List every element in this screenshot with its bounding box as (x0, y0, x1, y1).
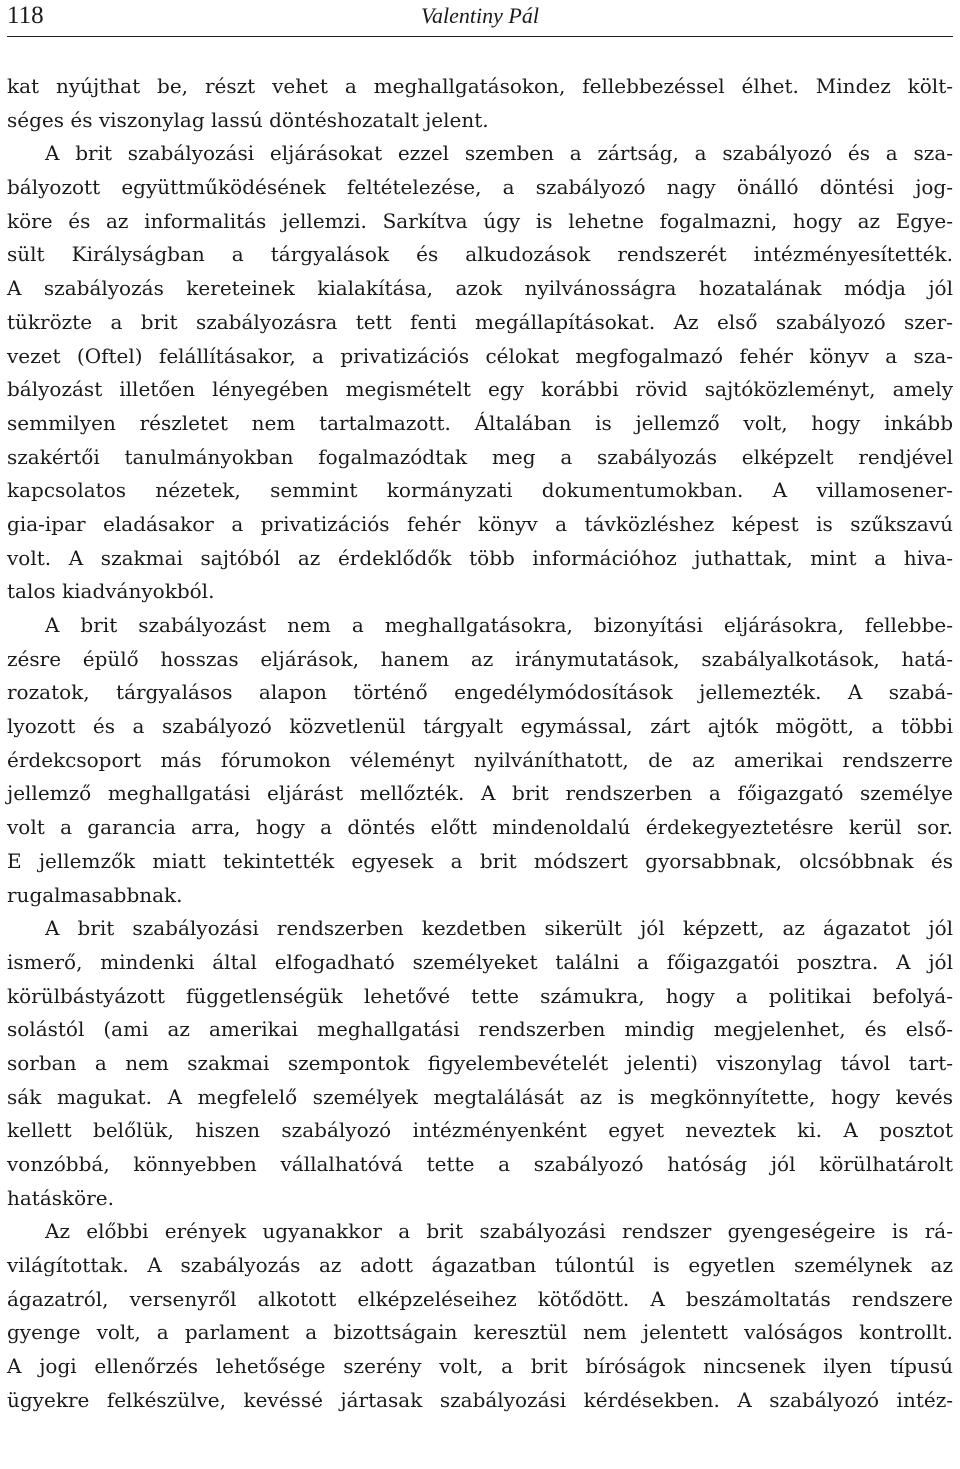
paragraph (7, 1215, 953, 1417)
text-line: vonzóbbá, könnyebben vállalhatóvá tette a szabályozó hatóság jól körülhatárolt (7, 1152, 953, 1176)
text-line: lyozott és a szabályozó közvetlenül tárgyalt egymással, zárt ajtók mögött, a többi (7, 714, 953, 739)
text-line: zésre épülő hosszas eljárások, hanem az iránymutatások, szabályalkotások, hatá- (7, 646, 953, 671)
text-line: A brit szabályozási eljárásokat ezzel szemben a zártság, a szabályozó és a sza- (45, 141, 953, 166)
text-line: A brit szabályozást nem a meghallgatásokra, bizonyítási eljárásokra, fellebbe- (45, 613, 953, 637)
text-line: A jogi ellenőrzés lehetősége szerény volt, a brit bíróságok nincsenek ilyen típusú (7, 1354, 953, 1379)
text-line: talos kiadványokból. (7, 579, 215, 604)
text-line: solástól (ami az amerikai meghallgatási rendszerben mindig megjelenhet, és első- (7, 1017, 953, 1042)
text-line: Az előbbi erények ugyanakkor a brit szabályozási rendszer gyengeségeire is rá- (45, 1219, 953, 1244)
paragraph (7, 609, 953, 912)
text-line: E jellemzők miatt tekintették egyesek a brit módszert gyorsabbnak, olcsóbbnak és (7, 848, 953, 873)
text-line: semmilyen részletet nem tartalmazott. Általában is jellemző volt, hogy inkább (7, 410, 953, 435)
page-number: 118 (7, 2, 44, 29)
text-line: ágazatról, versenyről alkotott elképzeléseihez kötődött. A beszámoltatás rendszere (7, 1286, 953, 1311)
text-line: körülbástyázott függetlenségük lehetővé tette számukra, hogy a politikai befolyá- (7, 983, 953, 1008)
text-line: sült Királyságban a tárgyalások és alkudozások rendszerét intézményesítették. (7, 242, 953, 267)
text-line: séges és viszonylag lassú döntéshozatalt jelent. (7, 107, 489, 132)
paragraph (7, 912, 953, 1215)
text-line: A brit szabályozási rendszerben kezdetben sikerült jól képzett, az ágazatot jól (45, 916, 953, 941)
text-line: hatásköre. (7, 1185, 114, 1210)
page-header (7, 0, 953, 37)
text-line: ismerő, mindenki által elfogadható személyeket találni a főigazgatói posztra. A jól (7, 949, 953, 974)
text-line: bályozott együttműködésének feltételezése, a szabályozó nagy önálló döntési jog- (7, 175, 953, 200)
text-line: tükrözte a brit szabályozásra tett fenti megállapításokat. Az első szabályozó szer- (7, 309, 953, 334)
text-line: köre és az informalitás jellemzi. Sarkítva úgy is lehetne fogalmazni, hogy az Egye- (7, 208, 953, 233)
text-line: kellett belőlük, hiszen szabályozó intézményenként egyet neveztek ki. A posztot (7, 1118, 953, 1143)
text-line: rozatok, tárgyalásos alapon történő engedélymódosítások jellemezték. A szabá- (7, 680, 953, 705)
text-line: gyenge volt, a parlament a bizottságain keresztül nem jelentett valóságos kontrollt. (7, 1320, 953, 1345)
text-line: kapcsolatos nézetek, semmint kormányzati dokumentumokban. A villamosener- (7, 478, 953, 503)
body-text (7, 70, 953, 1418)
text-line: A szabályozás kereteinek kialakítása, azok nyilvánosságra hozatalának módja jól (7, 276, 953, 301)
text-line: sák magukat. A megfelelő személyek megtalálását az is megkönnyítette, hogy kevés (7, 1084, 953, 1109)
text-line: bályozást illetően lényegében megismételt egy korábbi rövid sajtóközleményt, amely (7, 377, 953, 402)
text-line: világítottak. A szabályozás az adott ágazatban túlontúl is egyetlen személynek az (7, 1253, 953, 1278)
text-line: jellemző meghallgatási eljárást mellőzték. A brit rendszerben a főigazgató személye (7, 781, 953, 806)
text-line: érdekcsoport más fórumokon véleményt nyilváníthatott, de az amerikai rendszerre (7, 747, 953, 772)
running-head: Valentiny Pál (421, 3, 539, 28)
text-line: szakértői tanulmányokban fogalmazódtak meg a szabályozás elképzelt rendjével (7, 444, 953, 469)
text-line: ügyekre felkészülve, kevéssé jártasak szabályozási kérdésekben. A szabályozó intéz- (7, 1387, 953, 1412)
text-line: gia-ipar eladásakor a privatizációs fehér könyv a távközléshez képest is szűkszavú (7, 511, 953, 536)
text-line: sorban a nem szakmai szempontok figyelembevételét jelenti) viszonylag távol tart- (7, 1050, 953, 1075)
paragraph (7, 137, 953, 609)
text-line: vezet (Oftel) felállításakor, a privatizációs célokat megfogalmazó fehér könyv a sza- (7, 343, 953, 368)
text-line: volt a garancia arra, hogy a döntés előtt mindenoldalú érdekegyeztetésre kerül sor. (7, 815, 953, 840)
paragraph (7, 70, 953, 137)
text-line: kat nyújthat be, részt vehet a meghallgatásokon, fellebbezéssel élhet. Mindez költ- (7, 74, 953, 98)
text-line: rugalmasabbnak. (7, 882, 183, 907)
text-line: volt. A szakmai sajtóból az érdeklődők több információhoz juthattak, mint a hiva- (7, 545, 953, 570)
